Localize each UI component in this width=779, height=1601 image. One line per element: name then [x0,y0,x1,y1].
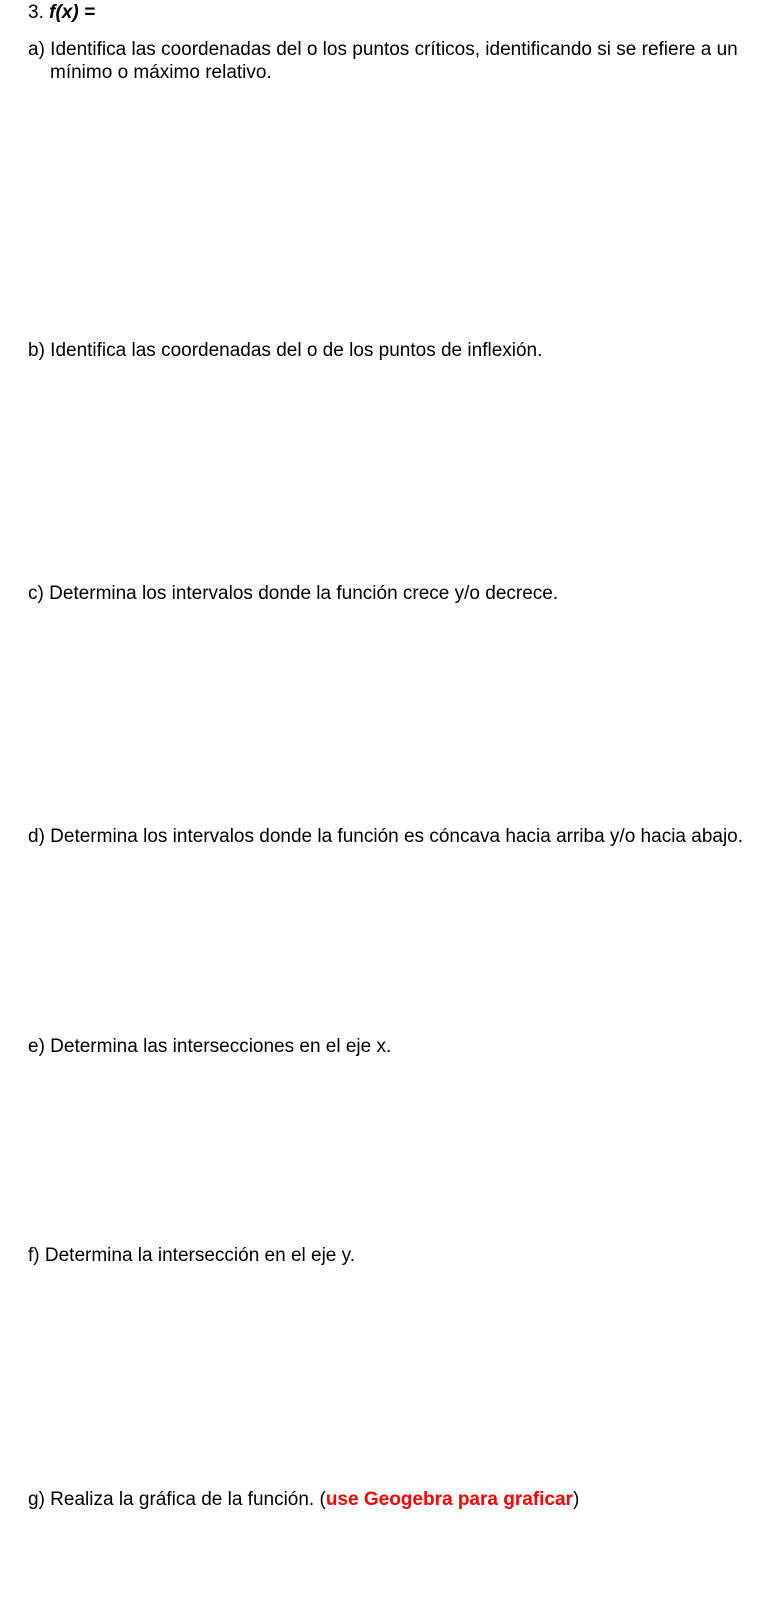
item-a-line-2: mínimo o máximo relativo. [50,62,272,83]
item-a-line-1: a) Identifica las coordenadas del o los puntos críticos, identificando si se refiere a un [28,39,738,60]
item-b: b) Identifica las coordenadas del o de los puntos de inflexión. [28,340,543,361]
question-number: 3. [28,2,44,23]
item-g [28,1488,579,1511]
item-f: f) Determina la intersección en el eje y. [28,1245,356,1266]
item-d: d) Determina los intervalos donde la función es cóncava hacia arriba y/o hacia abajo. [28,826,744,847]
item-g-highlight: use Geogebra para graficar [325,1489,573,1510]
item-e: e) Determina las intersecciones en el eje x. [28,1036,392,1057]
item-g-suffix: ) [572,1489,580,1510]
function-label: f(x) = [49,2,96,23]
item-c: c) Determina los intervalos donde la función crece y/o decrece. [28,583,559,604]
question-heading [28,1,95,24]
item-g-prefix: g) Realiza la gráfica de la función. ( [28,1489,326,1510]
